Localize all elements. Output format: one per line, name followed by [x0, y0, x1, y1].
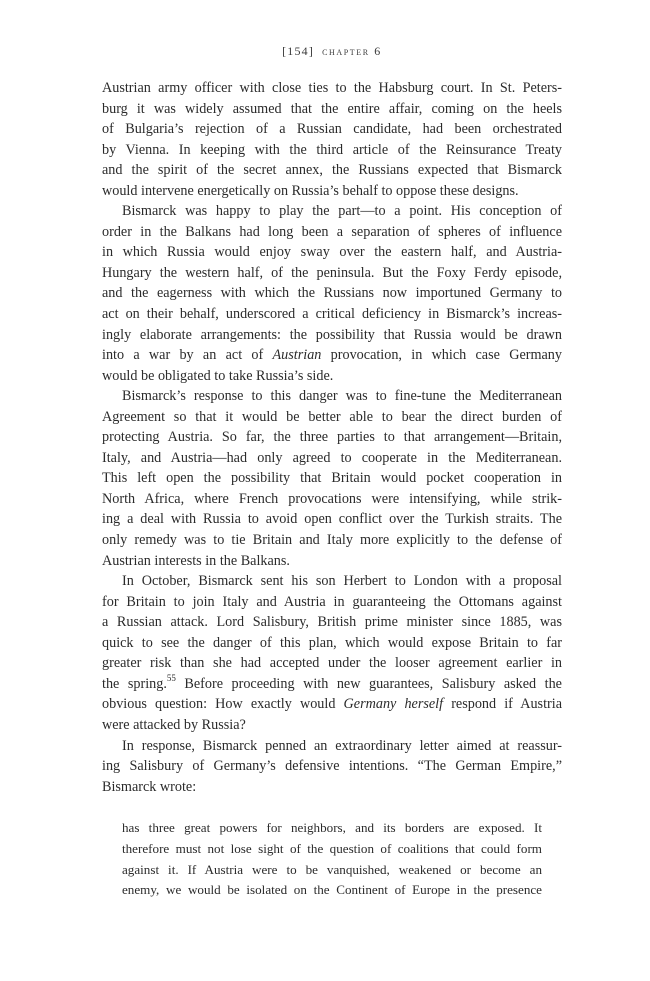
body-line: Bismarck’s response to this danger was to fine-tune the Mediterranean [122, 388, 562, 405]
body-line: Bismarck wrote: [102, 778, 197, 795]
body-line: Austrian interests in the Balkans. [102, 552, 290, 569]
body-line: the spring.$^{55}$ Before proceeding with new guarantees, Salisbury asked the [102, 673, 562, 692]
page-number: [154] [282, 44, 315, 58]
running-header [102, 44, 562, 59]
body-line: of Bulgaria’s rejection of a Russian candidate, had been orchestrated [102, 121, 562, 138]
body-line: only remedy was to tie Britain and Italy more explicitly to the defense of [102, 532, 562, 549]
footnote-marker[interactable]: 55 [166, 673, 176, 684]
body-line: would be obligated to take Russia’s side. [102, 367, 334, 384]
body-line: by Vienna. In keeping with the third article of the Reinsurance Treaty [102, 141, 562, 158]
body-line: act on their behalf, underscored a critical deficiency in Bismarck’s increas- [102, 306, 562, 323]
chapter-label: chapter 6 [322, 44, 382, 58]
body-line: North Africa, where French provocations were intensifying, while strik- [102, 490, 562, 507]
quote-line: against it. If Austria were to be vanquished, weakened or become an [122, 861, 542, 877]
body-line: and the eagerness with which the Russians now importuned Germany to [102, 285, 562, 302]
body-line: in which Russia would enjoy sway over the eastern half, and Austria- [102, 244, 562, 261]
body-line: a Russian attack. Lord Salisbury, British prime minister since 1885, was [102, 614, 562, 631]
body-line: burg it was widely assumed that the entire affair, coming on the heels [102, 100, 562, 117]
body-line: Hungary the western half, of the peninsula. But the Foxy Ferdy episode, [102, 264, 562, 281]
body-line: for Britain to join Italy and Austria in guaranteeing the Ottomans against [102, 593, 562, 610]
body-line: quick to see the danger of this plan, which would expose Britain to far [102, 634, 562, 651]
body-line: obvious question: How exactly would Germany herself respond if Austria [102, 696, 562, 713]
italic-phrase: Germany herself [343, 696, 444, 713]
body-line: into a war by an act of Austrian provocation, in which case Germany [102, 347, 562, 364]
body-line: would intervene energetically on Russia’s behalf to oppose these designs. [102, 182, 519, 199]
body-line: This left open the possibility that Britain would pocket cooperation in [102, 470, 562, 487]
body-line: order in the Balkans had long been a separation of spheres of influence [102, 223, 562, 240]
body-line: Italy, and Austria—had only agreed to cooperate in the Mediterranean. [102, 449, 562, 466]
body-line: In response, Bismarck penned an extraordinary letter aimed at reassur- [122, 737, 562, 754]
body-line: and the spirit of the secret annex, the Russians expected that Bismarck [102, 162, 562, 179]
body-line: ingly elaborate arrangements: the possibility that Russia would be drawn [102, 326, 562, 343]
body-text [102, 78, 562, 797]
body-line: greater risk than she had accepted under the looser agreement earlier in [102, 655, 562, 672]
body-line: Bismarck was happy to play the part—to a point. His conception of [122, 203, 562, 220]
quote-line: has three great powers for neighbors, and its borders are exposed. It [122, 820, 542, 835]
body-line: In October, Bismarck sent his son Herbert to London with a proposal [122, 573, 562, 590]
body-line: ing Salisbury of Germany’s defensive intentions. “The German Empire,” [102, 758, 562, 775]
quote-line: therefore must not lose sight of the question of coalitions that could form [122, 840, 542, 856]
quote-line: enemy, we would be isolated on the Continent of Europe in the presence [122, 882, 542, 898]
body-line: Agreement so that it would be better able to bear the direct burden of [102, 408, 562, 425]
body-line: protecting Austria. So far, the three parties to that arrangement—Britain, [102, 429, 562, 446]
italic-phrase: Austrian [272, 347, 322, 364]
body-line: Austrian army officer with close ties to the Habsburg court. In St. Peters- [102, 80, 562, 96]
body-line: were attacked by Russia? [102, 716, 246, 733]
block-quote [122, 818, 542, 901]
body-line: ing a deal with Russia to avoid open conflict over the Turkish straits. The [102, 511, 562, 528]
